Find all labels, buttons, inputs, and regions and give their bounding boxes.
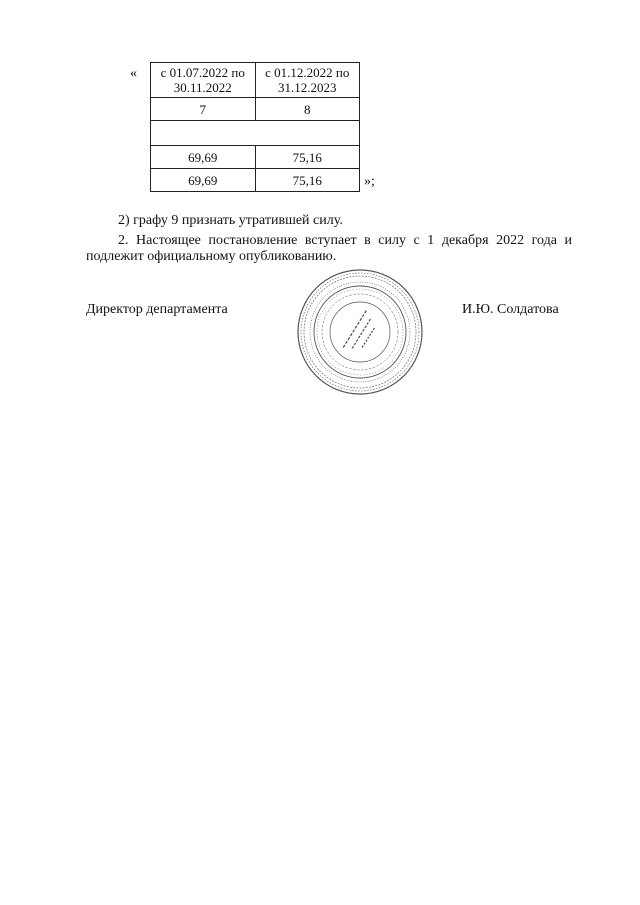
official-seal-icon	[296, 268, 424, 396]
opening-quote: «	[130, 66, 137, 81]
signatory-name: И.Ю. Солдатова	[462, 302, 559, 317]
period-1-cell: с 01.07.2022 по 30.11.2022	[151, 63, 256, 98]
empty-merged-row	[151, 121, 360, 146]
paragraph-effective-date: 2. Настоящее постановление вступает в силу с 1 декабря 2022 года и подлежит официальному опубликованию.	[86, 233, 572, 264]
column-number-8: 8	[255, 98, 360, 121]
period-2-cell: с 01.12.2022 по 31.12.2023	[255, 63, 360, 98]
signatory-title: Директор департамента	[86, 302, 228, 317]
table-row	[151, 146, 360, 169]
closing-quote: »;	[364, 174, 375, 189]
paragraph-item-2: 2) графу 9 признать утратившей силу.	[118, 213, 343, 228]
tariff-table	[150, 62, 360, 192]
column-number-row	[151, 98, 360, 121]
empty-merged-cell	[151, 121, 360, 146]
table-cell: 69,69	[151, 169, 256, 192]
column-number-7: 7	[151, 98, 256, 121]
table-cell: 75,16	[255, 169, 360, 192]
table-header-row	[151, 63, 360, 98]
table-row	[151, 169, 360, 192]
table-cell: 75,16	[255, 146, 360, 169]
table-cell: 69,69	[151, 146, 256, 169]
